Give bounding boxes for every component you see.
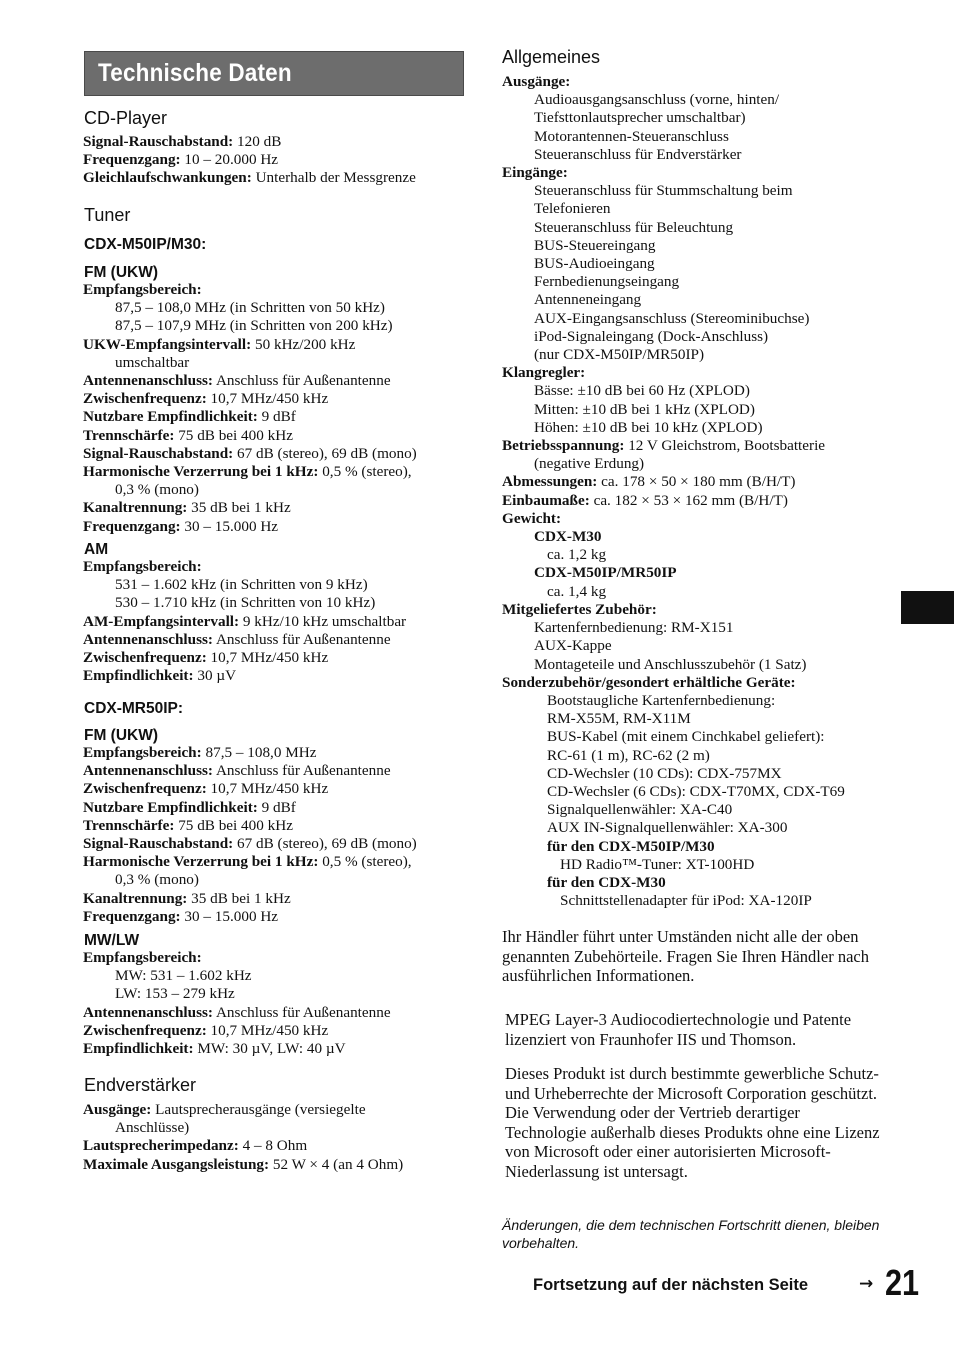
spec-row: Frequenzgang: 10 – 20.000 Hz [83, 151, 279, 169]
spec-row: Signal-Rauschabstand: 120 dB [83, 133, 282, 150]
spec-line: Klangregler: [502, 364, 586, 382]
spec-line: ca. 1,2 kg [547, 546, 607, 564]
amplifier-heading: Endverstärker [84, 1075, 197, 1095]
page-title: Technische Daten [98, 59, 292, 87]
spec-line: Signal-Rauschabstand: 67 dB (stereo), 69 dB (mono) [83, 835, 417, 853]
spec-line: umschaltbar [115, 353, 190, 371]
spec-line: AUX IN-Signalquellenwähler: XA-300 [547, 819, 788, 837]
spec-line: Betriebsspannung: 12 V Gleichstrom, Bootsbatterie [502, 437, 826, 455]
spec-line: Abmessungen: ca. 178 × 50 × 180 mm (B/H/T) [502, 473, 796, 491]
change-notice: Änderungen, die dem technischen Fortschritt dienen, bleiben vorbehalten. [502, 1217, 880, 1251]
spec-line: für den CDX-M50IP/M30 [547, 837, 715, 855]
spec-line: Tiefsttonlautsprecher umschaltbar) [534, 109, 746, 127]
general-specs [502, 73, 845, 910]
spec-line: Motorantennen-Steueranschluss [534, 127, 729, 145]
spec-line: Empfangsbereich: [83, 281, 202, 298]
spec-line: BUS-Steuereingang [534, 236, 656, 254]
tuner-heading: Tuner [84, 205, 131, 225]
spec-line: Montageteile und Anschlusszubehör (1 Satz) [534, 655, 807, 673]
spec-line: Lautsprecherimpedanz: 4 – 8 Ohm [83, 1137, 308, 1155]
spec-line: Zwischenfrequenz: 10,7 MHz/450 kHz [83, 1021, 329, 1039]
spec-line: Empfangsbereich: [83, 558, 202, 575]
spec-line: RC-61 (1 m), RC-62 (2 m) [547, 746, 710, 764]
spec-line: 0,3 % (mono) [115, 871, 199, 889]
spec-line: Steueranschluss für Stummschaltung beim [534, 182, 793, 200]
spec-line: Bootstaugliche Kartenfernbedienung: [547, 691, 776, 709]
spec-line: AM-Empfangsintervall: 9 kHz/10 kHz umschaltbar [83, 612, 407, 630]
spec-line: Audioausgangsanschluss (vorne, hinten/ [534, 91, 780, 109]
tuner-model-mr50ip: CDX-MR50IP: [84, 700, 184, 717]
spec-line: Frequenzgang: 30 – 15.000 Hz [83, 907, 279, 925]
spec-line: Frequenzgang: 30 – 15.000 Hz [83, 517, 279, 535]
right-arrow-icon: → [859, 1274, 874, 1294]
spec-line: Gewicht: [502, 509, 562, 527]
spec-line: (negative Erdung) [534, 455, 645, 473]
spec-line: 531 – 1.602 kHz (in Schritten von 9 kHz) [115, 576, 368, 594]
spec-line: Einbaumaße: ca. 182 × 53 × 162 mm (B/H/T) [502, 491, 788, 509]
spec-line: Ausgänge: Lautsprecherausgänge (versiegelte [83, 1101, 366, 1118]
spec-line: Empfangsbereich: [83, 949, 202, 966]
spec-line: AUX-Kappe [534, 637, 612, 655]
spec-line: Sonderzubehör/gesondert erhältliche Geräte: [502, 673, 796, 691]
spec-line: Bässe: ±10 dB bei 60 Hz (XPLOD) [534, 382, 750, 400]
cd-player-specs [83, 133, 416, 188]
spec-line: Anschlüsse) [115, 1119, 190, 1137]
spec-line: UKW-Empfangsintervall: 50 kHz/200 kHz [83, 335, 356, 353]
mwlw-specs [83, 949, 391, 1058]
spec-line: Trennschärfe: 75 dB bei 400 kHz [83, 426, 293, 444]
spec-line: Steueranschluss für Endverstärker [534, 145, 742, 163]
spec-line: (nur CDX-M50IP/MR50IP) [534, 346, 705, 364]
spec-line: HD Radio™-Tuner: XT-100HD [560, 855, 755, 873]
spec-line: Antennenanschluss: Anschluss für Außenantenne [83, 372, 391, 390]
spec-line: CDX-M30 [534, 528, 602, 546]
spec-line: BUS-Audioeingang [534, 255, 655, 273]
spec-line: Antennenanschluss: Anschluss für Außenantenne [83, 630, 391, 648]
spec-line: BUS-Kabel (mit einem Cinchkabel geliefert): [547, 728, 825, 746]
spec-line: Harmonische Verzerrung bei 1 kHz: 0,5 % (stereo), [83, 463, 412, 481]
dealer-note: Ihr Händler führt unter Umständen nicht alle der oben genannten Zubehörteile. Fragen Sie Ihren Händler nach ausführlichen Informationen. [502, 927, 869, 985]
spec-line: Höhen: ±10 dB bei 10 kHz (XPLOD) [534, 418, 763, 436]
spec-line: RM-X55M, RM-X11M [547, 710, 691, 728]
spec-line: Schnittstellenadapter für iPod: XA-120IP [560, 892, 812, 910]
spec-line: MW: 531 – 1.602 kHz [115, 967, 252, 985]
spec-line: 87,5 – 108,0 MHz (in Schritten von 50 kHz) [115, 299, 385, 317]
spec-line: 0,3 % (mono) [115, 481, 199, 499]
spec-line: Antennenanschluss: Anschluss für Außenantenne [83, 762, 391, 780]
fm2-specs [83, 744, 417, 926]
spec-line: Empfindlichkeit: 30 µV [83, 667, 237, 685]
spec-line: Fernbedienungseingang [534, 273, 680, 291]
page-footer [533, 1262, 923, 1304]
tuner-model-m50-m30: CDX-M50IP/M30: [84, 236, 207, 253]
spec-line: Trennschärfe: 75 dB bei 400 kHz [83, 816, 293, 834]
spec-line: Signal-Rauschabstand: 67 dB (stereo), 69 dB (mono) [83, 444, 417, 462]
spec-line: Antennenanschluss: Anschluss für Außenantenne [83, 1003, 391, 1021]
fm2-heading: FM (UKW) [84, 727, 159, 744]
fm-heading: FM (UKW) [84, 264, 159, 281]
spec-line: 530 – 1.710 kHz (in Schritten von 10 kHz) [115, 594, 376, 612]
page-title-banner [84, 51, 464, 96]
spec-line: Zwischenfrequenz: 10,7 MHz/450 kHz [83, 780, 329, 798]
fm1-specs [83, 281, 417, 536]
spec-line: 87,5 – 107,9 MHz (in Schritten von 200 kHz) [115, 317, 393, 335]
spec-line: Nutzbare Empfindlichkeit: 9 dBf [83, 798, 296, 816]
continued-label: Fortsetzung auf der nächsten Seite [533, 1276, 809, 1294]
spec-line: CD-Wechsler (6 CDs): CDX-T70MX, CDX-T69 [547, 782, 845, 800]
spec-line: Mitten: ±10 dB bei 1 kHz (XPLOD) [534, 400, 755, 418]
spec-line: iPod-Signaleingang (Dock-Anschluss) [534, 327, 769, 345]
spec-line: Ausgänge: [502, 73, 571, 90]
spec-line: CD-Wechsler (10 CDs): CDX-757MX [547, 764, 782, 782]
spec-line: Empfindlichkeit: MW: 30 µV, LW: 40 µV [83, 1040, 346, 1058]
spec-line: ca. 1,4 kg [547, 582, 607, 600]
spec-line: LW: 153 – 279 kHz [115, 985, 235, 1003]
spec-line: Eingänge: [502, 164, 568, 182]
spec-line: Kartenfernbedienung: RM-X151 [534, 619, 734, 637]
mpeg-license-note: MPEG Layer-3 Audiocodiertechnologie und Patente lizenziert von Fraunhofer IIS und Thomson. [505, 1010, 852, 1049]
spec-row: Gleichlaufschwankungen: Unterhalb der Messgrenze [83, 169, 416, 187]
amplifier-specs [83, 1101, 403, 1174]
spec-line: Empfangsbereich: 87,5 – 108,0 MHz [83, 744, 317, 761]
spec-line: für den CDX-M30 [547, 873, 666, 891]
spec-line: CDX-M50IP/MR50IP [534, 564, 677, 582]
spec-line: Zwischenfrequenz: 10,7 MHz/450 kHz [83, 649, 329, 667]
spec-line: Steueranschluss für Beleuchtung [534, 218, 734, 236]
spec-line: Kanaltrennung: 35 dB bei 1 kHz [83, 889, 291, 907]
am-heading: AM [84, 541, 109, 558]
page-number: 21 [885, 1262, 920, 1303]
spec-line: Signalquellenwähler: XA-C40 [547, 801, 733, 819]
microsoft-license-note: Dieses Produkt ist durch bestimmte gewerbliche Schutz- und Urheberrechte der Microsoft Corporation geschützt. Die Verwendung oder der Vertrieb derartiger Technologie außerhalb dieses Produkts ohne eine Lizenz von Microsoft oder einer autorisierten Microsoft-Niederlassung ist untersagt. [505, 1064, 880, 1181]
spec-line: Maximale Ausgangsleistung: 52 W × 4 (an 4 Ohm) [83, 1155, 404, 1173]
spec-line: Nutzbare Empfindlichkeit: 9 dBf [83, 408, 296, 426]
spec-line: Mitgeliefertes Zubehör: [502, 600, 657, 618]
section-tab-marker [901, 591, 954, 624]
spec-line: Telefonieren [534, 200, 611, 218]
spec-line: Antenneneingang [534, 291, 642, 309]
spec-line: Zwischenfrequenz: 10,7 MHz/450 kHz [83, 390, 329, 408]
spec-line: AUX-Eingangsanschluss (Stereominibuchse) [534, 309, 810, 327]
spec-line: Harmonische Verzerrung bei 1 kHz: 0,5 % (stereo), [83, 853, 412, 871]
mwlw-heading: MW/LW [84, 932, 140, 949]
general-heading: Allgemeines [502, 47, 601, 67]
spec-line: Kanaltrennung: 35 dB bei 1 kHz [83, 499, 291, 517]
am-specs [83, 558, 406, 685]
cd-player-heading: CD-Player [84, 108, 168, 128]
